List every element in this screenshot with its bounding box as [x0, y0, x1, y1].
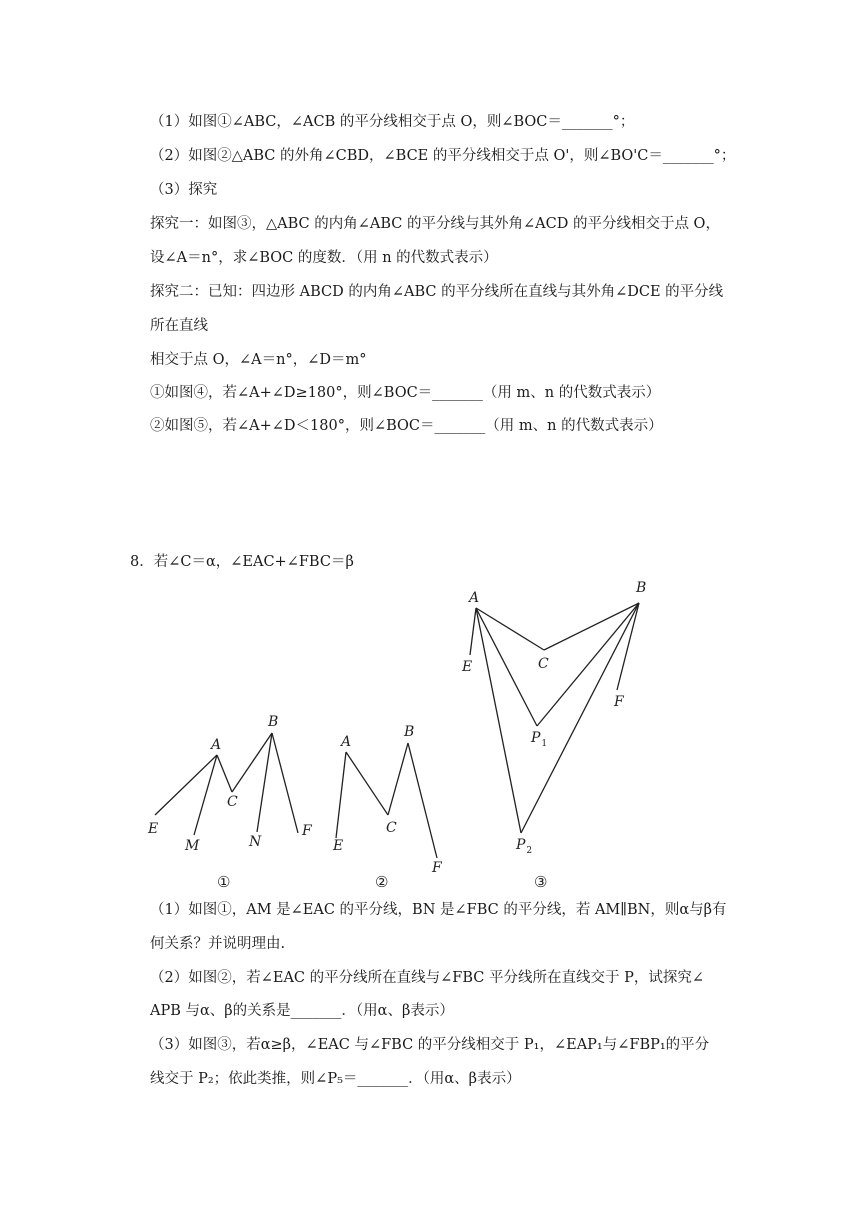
- fig3-segment-CB: [544, 603, 639, 650]
- fig3-segment-AE: [470, 608, 476, 655]
- p8-q2-line-2: APB 与α、β的关系是_______．（用α、β表示）: [150, 1003, 454, 1019]
- p8-stem: 8．若∠C＝α，∠EAC+∠FBC＝β: [130, 554, 354, 570]
- p7-line-1: （1）如图①∠ABC，∠ACB 的平分线相交于点 O，则∠BOC＝_______°；: [150, 114, 635, 130]
- fig3-label-B: B: [636, 580, 647, 596]
- fig1-label-B: B: [268, 714, 279, 730]
- fig2-label-F: F: [432, 860, 442, 876]
- p8-q2-line-1: （2）如图②，若∠EAC 的平分线所在直线与∠FBC 平分线所在直线交于 P，试探究∠: [150, 970, 704, 986]
- p7-line-3: （3）探究: [150, 182, 218, 198]
- fig3-segment-P2B: [521, 603, 639, 833]
- p8-q1-line-1: （1）如图①，AM 是∠EAC 的平分线，BN 是∠FBC 的平分线，若 AM∥BN，则α与β有: [150, 902, 727, 918]
- fig2-segment-CB: [388, 743, 408, 815]
- fig1-label-A: A: [211, 737, 222, 753]
- fig2-segment-AC: [346, 752, 388, 815]
- fig1-segment-BN: [257, 733, 272, 832]
- fig3-segment-AP1: [476, 608, 537, 726]
- fig1-label-F: F: [302, 823, 312, 839]
- fig1-label-M: M: [185, 838, 200, 854]
- p7-line-8: 相交于点 O，∠A＝n°，∠D＝m°: [150, 352, 367, 368]
- fig3-label-F: F: [614, 694, 624, 710]
- fig2-label-A: A: [341, 734, 352, 750]
- fig2-label-B: B: [404, 724, 415, 740]
- p7-line-2: （2）如图②△ABC 的外角∠CBD，∠BCE 的平分线相交于点 O'，则∠BO'C＝_______°；: [150, 148, 736, 164]
- fig3-label-P2: $P_2$: [516, 837, 533, 856]
- p7-line-5: 设∠A＝n°，求∠BOC 的度数．（用 n 的代数式表示）: [150, 250, 498, 266]
- p7-line-6: 探究二：已知：四边形 ABCD 的内角∠ABC 的平分线所在直线与其外角∠DCE 的平分线: [150, 284, 724, 300]
- figure-2: [332, 724, 443, 891]
- fig1-label-C: C: [227, 794, 238, 810]
- fig2-segment-BF: [408, 743, 437, 858]
- figure-1: [147, 714, 313, 891]
- p7-line-10: ②如图⑤，若∠A+∠D＜180°，则∠BOC＝_______（用 m、n 的代数式表示）: [150, 418, 663, 434]
- fig2-segment-AE: [336, 752, 346, 838]
- p7-line-7: 所在直线: [150, 318, 208, 334]
- p7-line-4: 探究一：如图③，△ABC 的内角∠ABC 的平分线与其外角∠ACD 的平分线相交于点 O，: [150, 216, 720, 232]
- fig1-label-E: E: [148, 821, 159, 837]
- fig3-label-E: E: [462, 659, 473, 675]
- fig1-segment-AC: [217, 755, 232, 792]
- p8-q3-line-1: （3）如图③，若α≥β，∠EAC 与∠FBC 的平分线相交于 P₁，∠EAP₁与∠FBP₁的平分: [150, 1037, 710, 1053]
- fig1-segment-CB: [232, 733, 272, 792]
- fig1-caption: ①: [217, 873, 231, 891]
- fig3-caption: ③: [534, 873, 548, 891]
- fig1-label-N: N: [249, 834, 262, 850]
- fig2-label-E: E: [333, 838, 344, 854]
- p8-q3-line-2: 线交于 P₂；依此类推，则∠P₅＝_______．（用α、β表示）: [150, 1071, 521, 1087]
- figure-3: [461, 580, 646, 891]
- fig3-label-C: C: [538, 656, 549, 672]
- fig3-label-P1: $P_1$: [531, 730, 548, 749]
- p7-line-9: ①如图④，若∠A+∠D≥180°，则∠BOC＝_______（用 m、n 的代数式表示）: [150, 385, 661, 401]
- fig3-segment-AP2: [476, 608, 521, 833]
- fig1-segment-BF: [272, 733, 298, 833]
- fig3-label-A: A: [469, 590, 480, 606]
- fig2-label-C: C: [386, 820, 397, 836]
- fig2-caption: ②: [375, 873, 389, 891]
- p8-q1-line-2: 何关系？并说明理由.: [150, 936, 286, 952]
